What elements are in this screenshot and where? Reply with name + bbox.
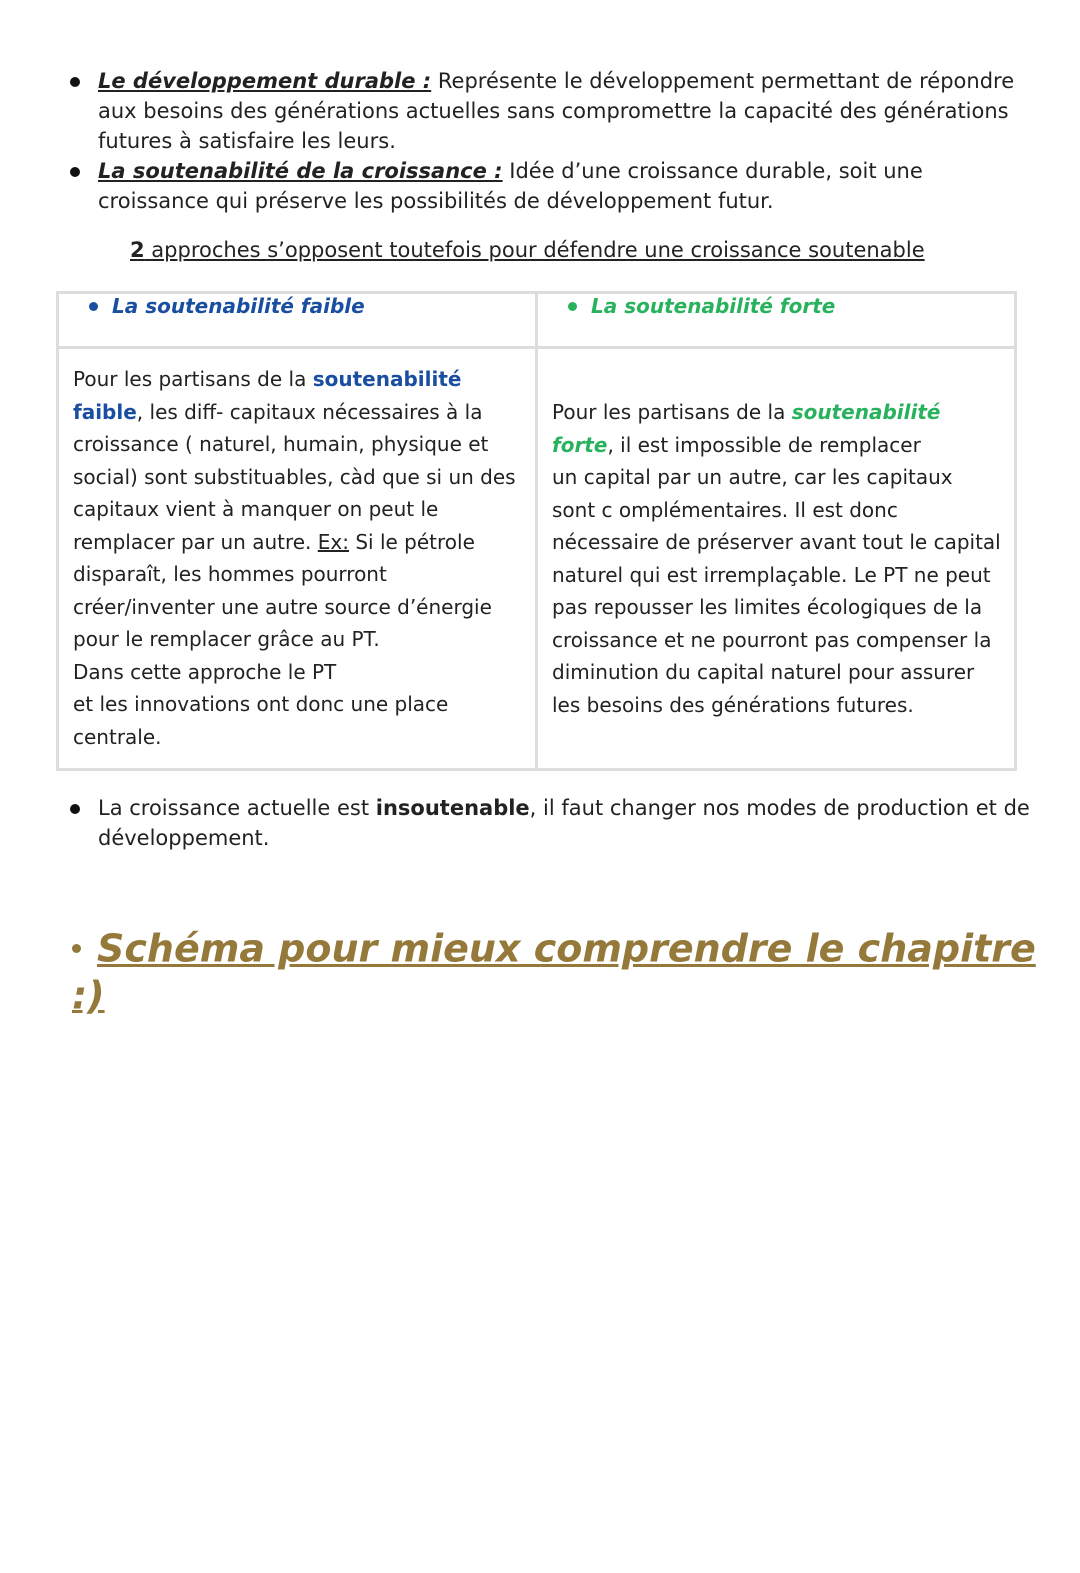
term-label: La soutenabilité de la croissance :: [98, 159, 503, 183]
highlight-strong: forte: [552, 432, 608, 457]
text-span: La croissance actuelle est: [98, 796, 376, 820]
definition-growth-sustainability: [70, 156, 1030, 216]
comparison-table: [56, 291, 1017, 771]
bullet-icon: [89, 302, 98, 311]
subtitle-text: approches s’opposent toutefois pour défendre une croissance soutenable: [144, 238, 925, 262]
cell-strong: [537, 348, 1016, 770]
bullet-icon: [70, 77, 80, 87]
weak-paragraph: [73, 363, 523, 656]
highlight-strong: soutenabilité: [791, 400, 941, 424]
strong-paragraph-2: un capital par un autre, car les capitaux sont c omplémentaires. Il est donc nécessaire de préserver avant tout le capital naturel qui est irremplaçable. Le PT ne peut pas repousser les limites écologiques de la croissance et ne pourront pas compenser la diminution du capital naturel pour assurer les besoins des générations futures.: [552, 465, 1001, 717]
definition-sustainable-development: [70, 66, 1030, 156]
text-span: , il est impossible de remplacer: [607, 432, 921, 457]
cell-weak: [58, 348, 537, 770]
text-span: , les diff- capitaux nécessaires à la croissance ( naturel, humain, physique et social) sont substituables, càd que si un des capitaux vient à manquer on peut le remplacer par un autre.: [73, 399, 516, 554]
bullet-icon: [72, 944, 81, 953]
definition-text: Idée d’une croissance durable, soit une croissance qui préserve les possibilités de développement futur.: [98, 159, 923, 213]
term-label: Le développement durable :: [98, 69, 432, 93]
header-strong: [537, 293, 1016, 348]
text-span: Si le pétrole disparaît, les hommes pourront créer/inventer une autre source d’énergie pour le remplacer grâce au PT.: [73, 529, 492, 651]
weak-line: et les innovations ont donc une place centrale.: [73, 692, 449, 749]
bullet-icon: [568, 302, 577, 311]
header-strong-label: La soutenabilité forte: [591, 294, 836, 318]
highlight-weak: soutenabilité faible: [73, 367, 462, 424]
weak-line: Dans cette approche le PT: [73, 659, 337, 684]
strong-paragraph: [552, 396, 1002, 461]
conclusion: [70, 793, 1030, 853]
header-weak: [58, 293, 537, 348]
schema-title: Schéma pour mieux comprendre le chapitre :): [72, 926, 1036, 1017]
bullet-icon: [70, 167, 80, 177]
bold-word: insoutenable: [375, 796, 530, 820]
text-span: Pour les partisans de la: [73, 367, 313, 391]
schema-heading: [72, 924, 1080, 1017]
subtitle-number: 2: [130, 238, 145, 262]
example-label: Ex:: [317, 529, 349, 554]
text-span: Pour les partisans de la: [552, 400, 792, 424]
section-subtitle: [130, 238, 925, 262]
text-span: , il faut changer nos modes de production et de développement.: [98, 796, 1030, 850]
bullet-icon: [70, 804, 80, 814]
definition-text: Représente le développement permettant de répondre aux besoins des générations actuelles sans compromettre la capacité des générations futures à satisfaire les leurs.: [98, 69, 1015, 153]
header-weak-label: La soutenabilité faible: [112, 294, 365, 318]
